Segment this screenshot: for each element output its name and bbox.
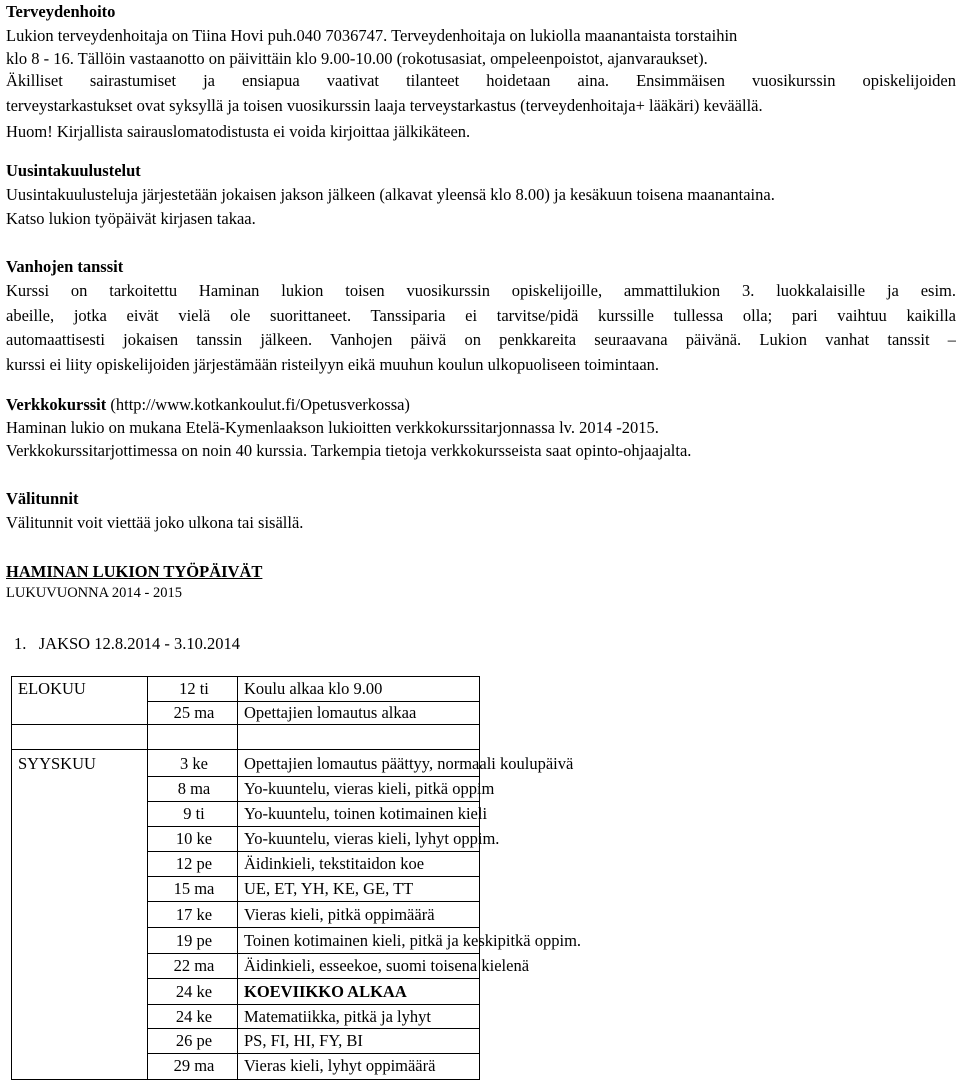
table-rule: [147, 901, 479, 902]
breaks-line-1: Välitunnit voit viettää joko ulkona tai sisällä.: [6, 513, 304, 532]
breaks-heading: Välitunnit: [6, 489, 79, 508]
health-line-4: terveystarkastukset ovat syksyllä ja toisen vuosikurssin laaja terveystarkastus (terveydenhoitaja+ lääkäri) keväällä.: [6, 96, 763, 115]
table-rule: [147, 978, 479, 979]
health-line-1: Lukion terveydenhoitaja on Tiina Hovi puh.040 7036747. Terveydenhoitaja on lukiolla maanantaista torstaihin: [6, 26, 738, 45]
table-row-event: Äidinkieli, tekstitaidon koe: [244, 854, 425, 873]
retakes-line-1: Uusintakuulusteluja järjestetään jokaisen jakson jälkeen (alkavat yleensä klo 8.00) ja kesäkuun toisena maanantaina.: [6, 185, 775, 204]
table-row-event: Toinen kotimainen kieli, pitkä ja keskipitkä oppim.: [244, 931, 582, 950]
table-row-event: UE, ET, YH, KE, GE, TT: [244, 879, 414, 898]
online-line-2: Verkkokurssitarjottimessa on noin 40 kurssia. Tarkempia tietoja verkkokursseista saat opinto-ohjaajalta.: [6, 441, 692, 460]
table-row-day: 19 pe: [175, 931, 213, 950]
table-row-day: 24 ke: [175, 1007, 213, 1026]
table-row-day: 10 ke: [175, 829, 213, 848]
month-elokuu: ELOKUU: [18, 679, 86, 698]
table-row-day: 8 ma: [177, 779, 211, 798]
table-divider-day: [237, 677, 238, 1079]
dance-line-4: kurssi ei liity opiskelijoiden järjestämään risteilyyn eikä muuhun koulun ulkopuoliseen toimintaan.: [6, 355, 660, 374]
table-rule: [147, 927, 479, 928]
dance-heading: Vanhojen tanssit: [6, 257, 124, 276]
online-heading-line: [6, 393, 410, 417]
schedule-period: 1. JAKSO 12.8.2014 - 3.10.2014: [14, 634, 240, 653]
retakes-line-2: Katso lukion työpäivät kirjasen takaa.: [6, 209, 256, 228]
dance-line-1: Kurssi on tarkoitettu Haminan lukion toisen vuosikurssin opiskelijoille, ammattilukion 3. luokkalaisille ja esim.: [6, 281, 956, 300]
table-row-event-highlight: KOEVIIKKO ALKAA: [244, 982, 407, 1001]
schedule-subtitle: LUKUVUONNA 2014 - 2015: [6, 585, 183, 601]
table-row-event: Opettajien lomautus alkaa: [244, 703, 417, 722]
table-row-day: 15 ma: [173, 879, 215, 898]
dance-line-2: abeille, jotka eivät vielä ole suorittaneet. Tanssiparia ei tarvitse/pidä kurssille tullessa olla; pari vaihtuu kaikilla: [6, 306, 956, 325]
table-row-event: Vieras kieli, pitkä oppimäärä: [244, 905, 435, 924]
table-row-event: Äidinkieli, esseekoe, suomi toisena kielenä: [244, 956, 530, 975]
online-url[interactable]: (http://www.kotkankoulut.fi/Opetusverkossa): [106, 395, 410, 414]
retakes-heading: Uusintakuulustelut: [6, 161, 141, 180]
table-row-day: 9 ti: [183, 804, 205, 823]
table-row-event: Yo-kuuntelu, vieras kieli, pitkä oppim: [244, 779, 495, 798]
online-line-1: Haminan lukio on mukana Etelä-Kymenlaakson lukioitten verkkokurssitarjonnassa lv. 2014 -2015.: [6, 418, 659, 437]
table-row-event: PS, FI, HI, FY, BI: [244, 1031, 363, 1050]
schedule-table: [11, 676, 582, 1080]
table-rule: [12, 749, 479, 750]
table-divider-month: [147, 677, 148, 1079]
table-row-day: 22 ma: [173, 956, 215, 975]
table-row-event: Vieras kieli, lyhyt oppimäärä: [244, 1056, 436, 1075]
table-row-day: 25 ma: [173, 703, 215, 722]
table-row-event: Yo-kuuntelu, toinen kotimainen kieli: [244, 804, 488, 823]
month-syyskuu: SYYSKUU: [18, 754, 96, 773]
health-line-5: Huom! Kirjallista sairauslomatodistusta ei voida kirjoittaa jälkikäteen.: [6, 122, 471, 141]
health-heading: Terveydenhoito: [6, 2, 116, 21]
table-row-event: Koulu alkaa klo 9.00: [244, 679, 383, 698]
table-row-day: 26 pe: [175, 1031, 213, 1050]
table-row-day: 12 ti: [179, 679, 209, 698]
table-row-day: 29 ma: [173, 1056, 215, 1075]
dance-line-3: automaattisesti jokaisen tanssin jälkeen. Vanhojen päivä on penkkareita seuraavana päivänä. Lukion vanhat tanssit –: [6, 330, 956, 349]
table-row-event: Matematiikka, pitkä ja lyhyt: [244, 1007, 431, 1026]
table-row-event: Opettajien lomautus päättyy, normaali koulupäivä: [244, 754, 574, 773]
table-row-day: 3 ke: [180, 754, 208, 773]
online-heading: Verkkokurssit: [6, 395, 107, 414]
table-row-day: 12 pe: [175, 854, 213, 873]
schedule-title: HAMINAN LUKION TYÖPÄIVÄT: [6, 562, 263, 581]
health-line-2: klo 8 - 16. Tällöin vastaanotto on päivittäin klo 9.00-10.00 (rokotusasiat, ompeleenpoistot, ajanvaraukset).: [6, 49, 708, 68]
table-row-day: 17 ke: [175, 905, 213, 924]
table-row-event: Yo-kuuntelu, vieras kieli, lyhyt oppim.: [244, 829, 500, 848]
health-line-3: Äkilliset sairastumiset ja ensiapua vaativat tilanteet hoidetaan aina. Ensimmäisen vuosikurssin opiskelijoiden: [6, 71, 956, 90]
table-row-day: 24 ke: [175, 982, 213, 1001]
